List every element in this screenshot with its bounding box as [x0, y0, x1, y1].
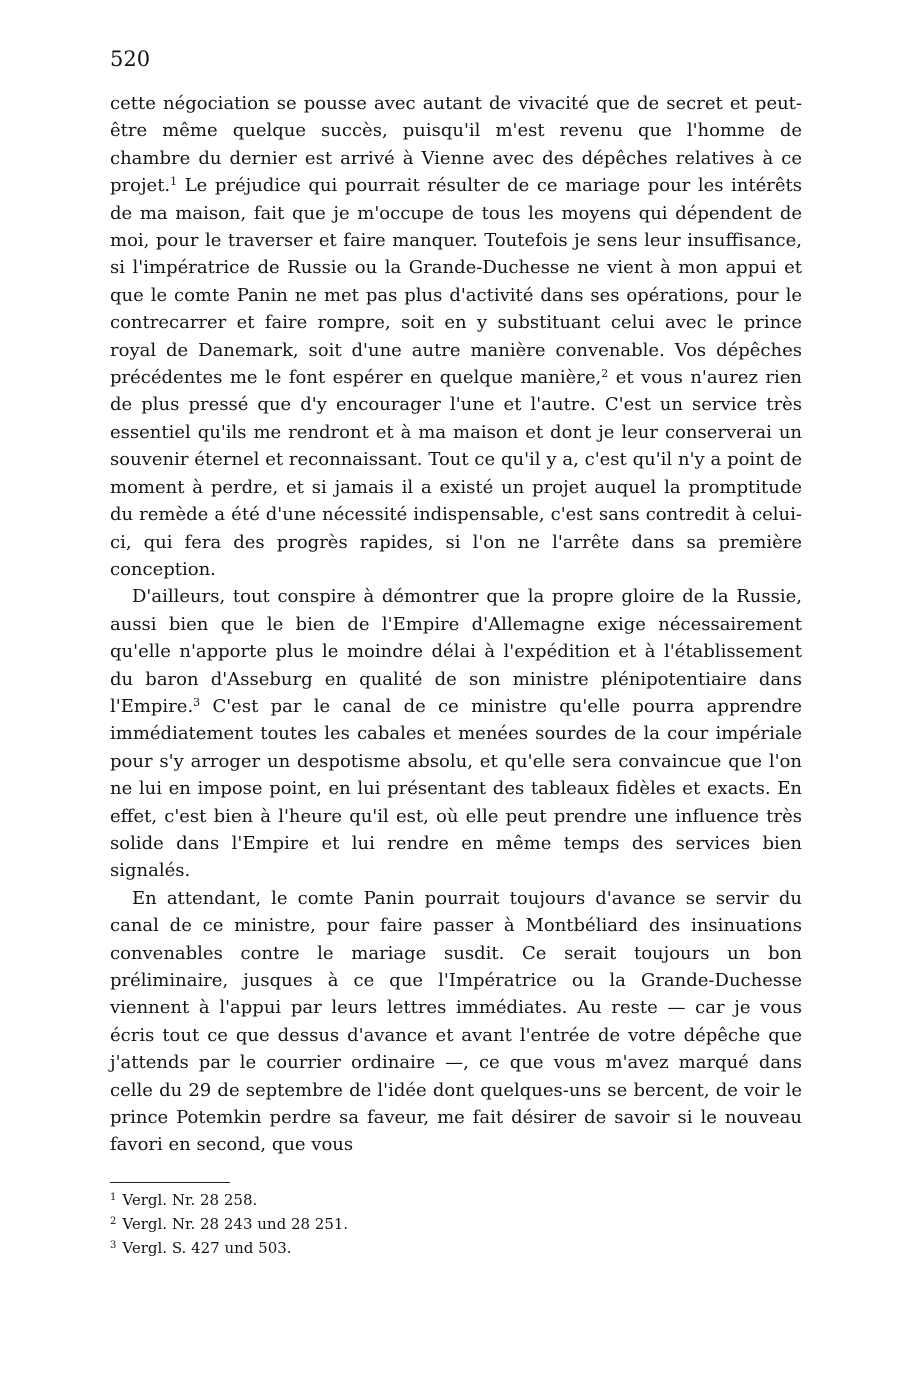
- paragraph-text: C'est par le canal de ce ministre qu'elle pourra apprendre immédiatement toutes les cabales et menées sourdes de la cour impériale pour s'y arroger un despotisme absolu, et qu'elle sera convaincue que l'on ne lui en impose point, en lui présentant des tableaux fidèles et exacts. En effet, c'est bien à l'heure qu'il est, où elle peut prendre une influence très solide dans l'Empire et lui rendre en même temps des services bien signalés.: [110, 695, 802, 882]
- paragraph: [110, 90, 802, 583]
- paragraph-text: et vous n'aurez rien de plus pressé que d'y encourager l'une et l'autre. C'est un service très essentiel qu'ils me rendront et à ma maison et dont je leur conserverai un souvenir éternel et reconnaissant. Tout ce qu'il y a, c'est qu'il n'y a point de moment à perdre, et si jamais il a existé un projet auquel la promptitude du remède a été d'une nécessité indispensable, c'est sans contredit à celui-ci, qui fera des progrès rapides, si l'on ne l'arrête dans sa première conception.: [110, 367, 803, 580]
- paragraph-text: cette négociation se pousse avec autant de vivacité que de secret et peut-être même quelque succès, puisqu'il m'est revenu que l'homme de chambre du dernier est arrivé à Vienne avec des dépêches relatives à ce projet.: [110, 93, 802, 197]
- footnote-text: Vergl. S. 427 und 503.: [122, 1239, 292, 1257]
- paragraph-text: En attendant, le comte Panin pourrait toujours d'avance se servir du canal de ce ministre, pour faire passer à Montbéliard des insinuations convenables contre le mariage susdit. Ce serait toujours un bon préliminaire, jusques à ce que l'Impératrice ou la Grande-Duchesse viennent à l'appui par leurs lettres immédiates. Au reste — car je vous écris tout ce que dessus d'avance et avant l'entrée de votre dépêche que j'attends par le courrier ordinaire —, ce que vous m'avez marqué dans celle du 29 de septembre de l'idée dont quelques-uns se bercent, de voir le prince Potemkin perdre sa faveur, me fait désirer de savoir si le nouveau favori en second, que vous: [110, 887, 802, 1156]
- paragraph-text: Le préjudice qui pourrait résulter de ce mariage pour les intérêts de ma maison, fait que je m'occupe de tous les moyens qui dépendent de moi, pour le traverser et faire manquer. Toutefois je sens leur insuffisance, si l'impératrice de Russie ou la Grande-Duchesse ne vient à mon appui et que le comte Panin ne met pas plus d'activité dans ses opérations, pour le contrecarrer et faire rompre, soit en y substituant celui avec le prince royal de Danemark, soit d'une autre manière convenable. Vos dépêches précédentes me le font espérer en quelque manière,: [110, 175, 802, 389]
- page-number: 520: [110, 47, 151, 71]
- paragraph: [110, 885, 802, 1159]
- footnote: [110, 1188, 802, 1212]
- footnote: [110, 1212, 802, 1236]
- footnote-ref: 2: [601, 367, 609, 381]
- body-text: [110, 90, 802, 1159]
- paragraph-text: D'ailleurs, tout conspire à démontrer que la propre gloire de la Russie, aussi bien que le bien de l'Empire d'Allemagne exige nécessairement qu'elle n'apporte plus le moindre délai à l'expédition et à l'établissement du baron d'Asseburg en qualité de son ministre plénipotentiaire dans l'Empire.: [110, 586, 802, 717]
- footnote-mark: 1: [110, 1192, 117, 1203]
- footnote-text: Vergl. Nr. 28 258.: [122, 1191, 258, 1209]
- footnote-ref: 1: [170, 175, 178, 189]
- footnotes: [110, 1188, 802, 1260]
- footnote-mark: 2: [110, 1216, 117, 1227]
- footnote-ref: 3: [193, 695, 201, 709]
- footnote: [110, 1236, 802, 1260]
- footnote-mark: 3: [110, 1240, 117, 1251]
- footnote-text: Vergl. Nr. 28 243 und 28 251.: [122, 1215, 349, 1233]
- paragraph: [110, 583, 802, 884]
- footnote-rule: [110, 1182, 230, 1183]
